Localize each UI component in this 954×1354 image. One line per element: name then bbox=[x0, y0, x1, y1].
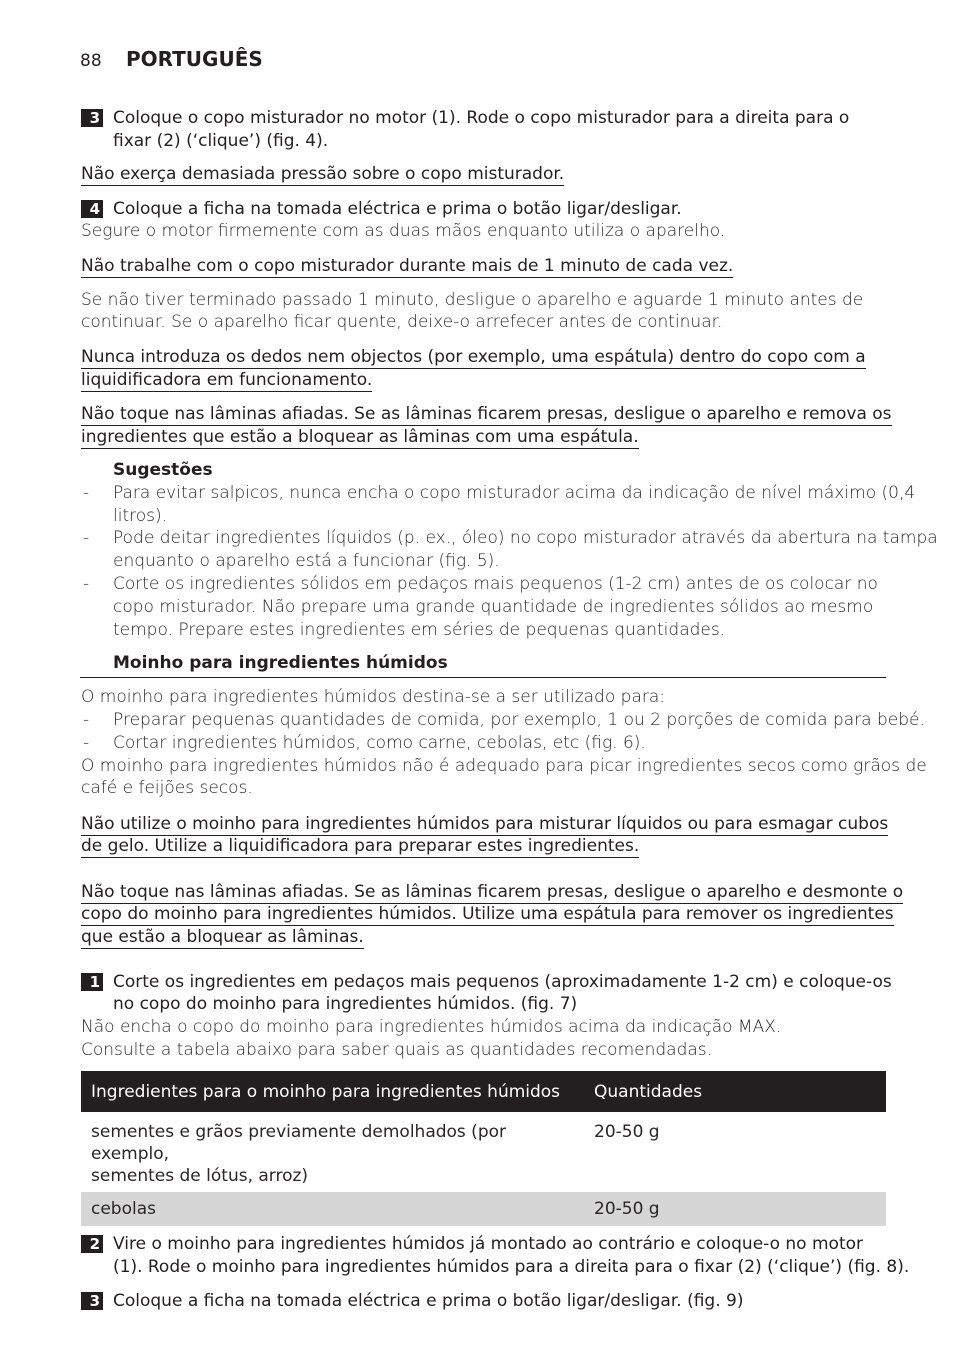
warning-blades2-text-1: Não toque nas lâminas afiadas. Se as lâminas ficarem presas, desligue o aparelho e desmonte o bbox=[81, 882, 904, 902]
tip-3-dash: - bbox=[83, 574, 90, 594]
moinho-step-3-line-1: Coloque a ficha na tomada eléctrica e prima o botão ligar/desligar. (fig. 9) bbox=[113, 1291, 744, 1311]
step-3-line-1: Coloque o copo misturador no motor (1). Rode o copo misturador para a direita para o bbox=[113, 108, 850, 128]
section-divider bbox=[80, 677, 886, 678]
moinho-step-number-3: 3 bbox=[81, 1292, 103, 1310]
warning-blades-line-1 bbox=[81, 403, 892, 426]
warning-blades2-text-3: que estão a bloquear as lâminas. bbox=[81, 927, 364, 947]
tip-3-line-2: copo misturador. Não prepare uma grande quantidade de ingredientes sólidos ao mesmo bbox=[113, 597, 874, 617]
tip-3-line-1: Corte os ingredientes sólidos em pedaços mais pequenos (1-2 cm) antes de os colocar no bbox=[113, 574, 878, 594]
table-row bbox=[81, 1112, 886, 1192]
moinho-step-1-line-2: no copo do moinho para ingredientes húmidos. (fig. 7) bbox=[113, 994, 578, 1014]
warning-blades-text-2: ingredientes que estão a bloquear as lâminas com uma espátula. bbox=[81, 427, 639, 447]
warning-pressure-text: Não exerça demasiada pressão sobre o copo misturador. bbox=[81, 164, 565, 184]
table-cell-ingredient-line-1: sementes e grãos previamente demolhados (por exemplo, bbox=[91, 1122, 506, 1164]
table-row bbox=[81, 1192, 886, 1226]
tip-3-line-3: tempo. Prepare estes ingredientes em séries de pequenas quantidades. bbox=[113, 620, 726, 640]
warning-liquids-line-1 bbox=[81, 813, 888, 836]
warning-pressure bbox=[81, 163, 564, 186]
step-4-line-2: Segure o motor firmemente com as duas mãos enquanto utiliza o aparelho. bbox=[81, 221, 726, 241]
warning-blades2-line-3 bbox=[81, 926, 364, 949]
table-cell-quantity: 20-50 g bbox=[584, 1112, 886, 1192]
moinho-item-1: Preparar pequenas quantidades de comida, por exemplo, 1 ou 2 porções de comida para bebé. bbox=[113, 710, 925, 730]
step-number-4: 4 bbox=[81, 200, 103, 218]
warning-liquids-line-2 bbox=[81, 835, 639, 858]
moinho-item-2-dash: - bbox=[83, 733, 90, 753]
info-minute-line-2: continuar. Se o aparelho ficar quente, deixe-o arrefecer antes de continuar. bbox=[81, 312, 723, 332]
tip-2-dash: - bbox=[83, 528, 90, 548]
step-number-3: 3 bbox=[81, 109, 103, 127]
table-cell-ingredient-line-2: sementes de lótus, arroz) bbox=[91, 1166, 309, 1186]
moinho-item-2: Cortar ingredientes húmidos, como carne, cebolas, etc (fig. 6). bbox=[113, 733, 646, 753]
moinho-step-2-line-2: (1). Rode o moinho para ingredientes húmidos para a direita para o fixar (2) (‘clique’) (fig. 8). bbox=[113, 1257, 910, 1277]
moinho-step-number-1: 1 bbox=[81, 973, 103, 991]
warning-fingers-text-2: liquidificadora em funcionamento. bbox=[81, 370, 373, 390]
table-header-quantities: Quantidades bbox=[584, 1071, 886, 1112]
table-header-ingredients: Ingredientes para o moinho para ingredientes húmidos bbox=[81, 1071, 584, 1112]
warning-blades2-line-1 bbox=[81, 881, 903, 904]
tip-2-line-1: Pode deitar ingredientes líquidos (p. ex., óleo) no copo misturador através da abertura na tampa bbox=[113, 528, 938, 548]
table-cell-quantity: 20-50 g bbox=[584, 1192, 886, 1226]
moinho-step-1-line-3: Não encha o copo do moinho para ingredientes húmidos acima da indicação MAX. bbox=[81, 1017, 782, 1037]
warning-fingers-line-1 bbox=[81, 346, 866, 369]
tip-1-dash: - bbox=[83, 483, 90, 503]
table-cell-ingredient: cebolas bbox=[81, 1192, 584, 1226]
moinho-step-number-2: 2 bbox=[81, 1235, 103, 1253]
warning-blades2-text-2: copo do moinho para ingredientes húmidos. Utilize uma espátula para remover os ingredientes bbox=[81, 904, 894, 924]
warning-blades-text-1: Não toque nas lâminas afiadas. Se as lâminas ficarem presas, desligue o aparelho e remova os bbox=[81, 404, 892, 424]
tips-heading: Sugestões bbox=[113, 460, 213, 480]
moinho-step-2-line-1: Vire o moinho para ingredientes húmidos já montado ao contrário e coloque-o no motor bbox=[113, 1234, 864, 1254]
warning-minute-text: Não trabalhe com o copo misturador durante mais de 1 minuto de cada vez. bbox=[81, 256, 734, 276]
moinho-heading: Moinho para ingredientes húmidos bbox=[113, 653, 448, 673]
page-language-title: PORTUGUÊS bbox=[126, 47, 263, 71]
warning-minute bbox=[81, 255, 733, 278]
warning-fingers-text-1: Nunca introduza os dedos nem objectos (por exemplo, uma espátula) dentro do copo com a bbox=[81, 347, 866, 367]
moinho-not-suitable-line-2: café e feijões secos. bbox=[81, 778, 253, 798]
warning-blades-line-2 bbox=[81, 426, 639, 449]
info-minute-line-1: Se não tiver terminado passado 1 minuto, desligue o aparelho e aguarde 1 minuto antes de bbox=[81, 290, 864, 310]
page-number: 88 bbox=[80, 51, 102, 71]
warning-blades2-line-2 bbox=[81, 903, 894, 926]
table-header-row bbox=[81, 1071, 886, 1112]
tip-1-line-2: litros). bbox=[113, 506, 168, 526]
moinho-item-1-dash: - bbox=[83, 710, 90, 730]
warning-fingers-line-2 bbox=[81, 369, 372, 392]
moinho-not-suitable-line-1: O moinho para ingredientes húmidos não é adequado para picar ingredientes secos como grãos de bbox=[81, 756, 927, 776]
warning-liquids-text-1: Não utilize o moinho para ingredientes húmidos para misturar líquidos ou para esmagar cubos bbox=[81, 814, 889, 834]
table-cell-ingredient bbox=[81, 1112, 584, 1192]
tip-1-line-1: Para evitar salpicos, nunca encha o copo misturador acima da indicação de nível máximo (0,4 bbox=[113, 483, 916, 503]
step-4-line-1: Coloque a ficha na tomada eléctrica e prima o botão ligar/desligar. bbox=[113, 199, 682, 219]
tip-2-line-2: enquanto o aparelho está a funcionar (fig. 5). bbox=[113, 551, 500, 571]
moinho-step-1-line-4: Consulte a tabela abaixo para saber quais as quantidades recomendadas. bbox=[81, 1040, 713, 1060]
step-3-line-2: fixar (2) (‘clique’) (fig. 4). bbox=[113, 131, 329, 151]
moinho-step-1-line-1: Corte os ingredientes em pedaços mais pequenos (aproximadamente 1-2 cm) e coloque-os bbox=[113, 972, 892, 992]
warning-liquids-text-2: de gelo. Utilize a liquidificadora para preparar estes ingredientes. bbox=[81, 836, 640, 856]
quantities-table bbox=[81, 1071, 886, 1226]
moinho-intro: O moinho para ingredientes húmidos destina-se a ser utilizado para: bbox=[81, 687, 665, 707]
